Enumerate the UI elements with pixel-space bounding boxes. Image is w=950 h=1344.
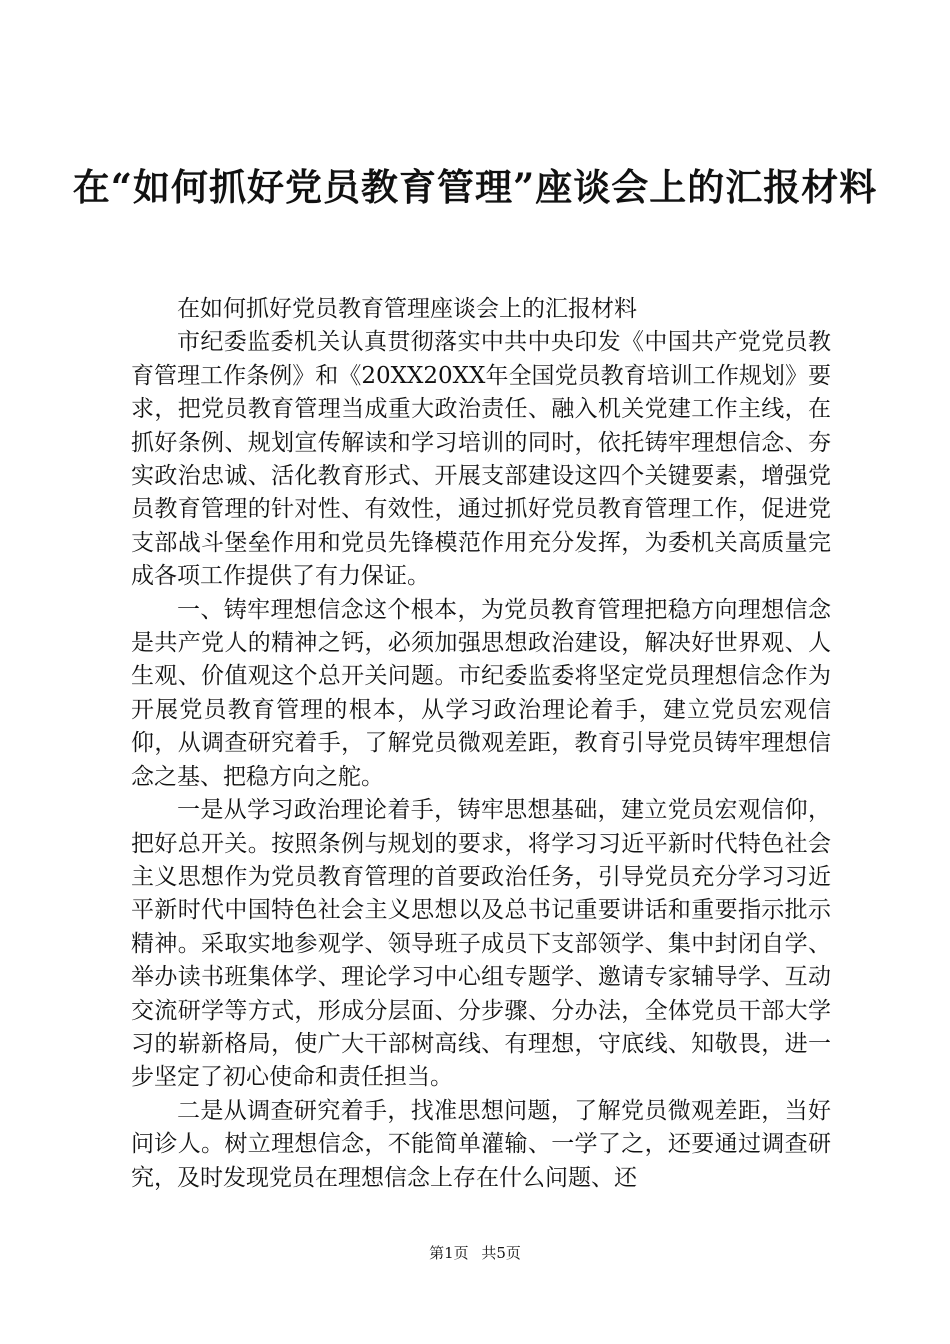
paragraph-point-two: 二是从调查研究着手，找准思想问题，了解党员微观差距，当好问诊人。树立理想信念，不能简单灌输、一学了之，还要通过调查研究，及时发现党员在理想信念上存在什么问题、还 [131,1097,831,1191]
page-number: 第1页 [429,1244,469,1262]
document-body [131,293,831,1195]
page-count: 共5页 [481,1244,521,1262]
paragraph-intro: 市纪委监委机关认真贯彻落实中共中央印发《中国共产党党员教育管理工作条例》和《20XX20XX年全国党员教育培训工作规划》要求，把党员教育管理当成重大政治责任、融入机关党建工作主线，在抓好条例、规划宣传解读和学习培训的同时，依托铸牢理想信念、夯实政治忠诚、活化教育形式、开展支部建设这四个关键要素，增强党员教育管理的针对性、有效性，通过抓好党员教育管理工作，促进党支部战斗堡垒作用和党员先锋模范作用充分发挥，为委机关高质量完成各项工作提供了有力保证。 [131,329,831,590]
paragraph-point-one: 一是从学习政治理论着手，铸牢思想基础，建立党员宏观信仰，把好总开关。按照条例与规划的要求，将学习习近平新时代特色社会主义思想作为党员教育管理的首要政治任务，引导党员充分学习习近平新时代中国特色社会主义思想以及总书记重要讲话和重要指示批示精神。采取实地参观学、领导班子成员下支部领学、集中封闭自学、举办读书班集体学、理论学习中心组专题学、邀请专家辅导学、互动交流研学等方式，形成分层面、分步骤、分办法，全体党员干部大学习的崭新格局，使广大干部树高线、有理想，守底线、知敬畏，进一步坚定了初心使命和责任担当。 [131,797,831,1091]
paragraph-section-one: 一、铸牢理想信念这个根本，为党员教育管理把稳方向理想信念是共产党人的精神之钙，必须加强思想政治建设，解决好世界观、人生观、价值观这个总开关问题。市纪委监委将坚定党员理想信念作为开展党员教育管理的根本，从学习政治理论着手，建立党员宏观信仰，从调查研究着手，了解党员微观差距，教育引导党员铸牢理想信念之基、把稳方向之舵。 [131,596,831,790]
page-footer [0,1243,950,1263]
document-title: 在“如何抓好党员教育管理”座谈会上的汇报材料 [72,165,878,209]
paragraph-subtitle: 在如何抓好党员教育管理座谈会上的汇报材料 [177,296,637,322]
